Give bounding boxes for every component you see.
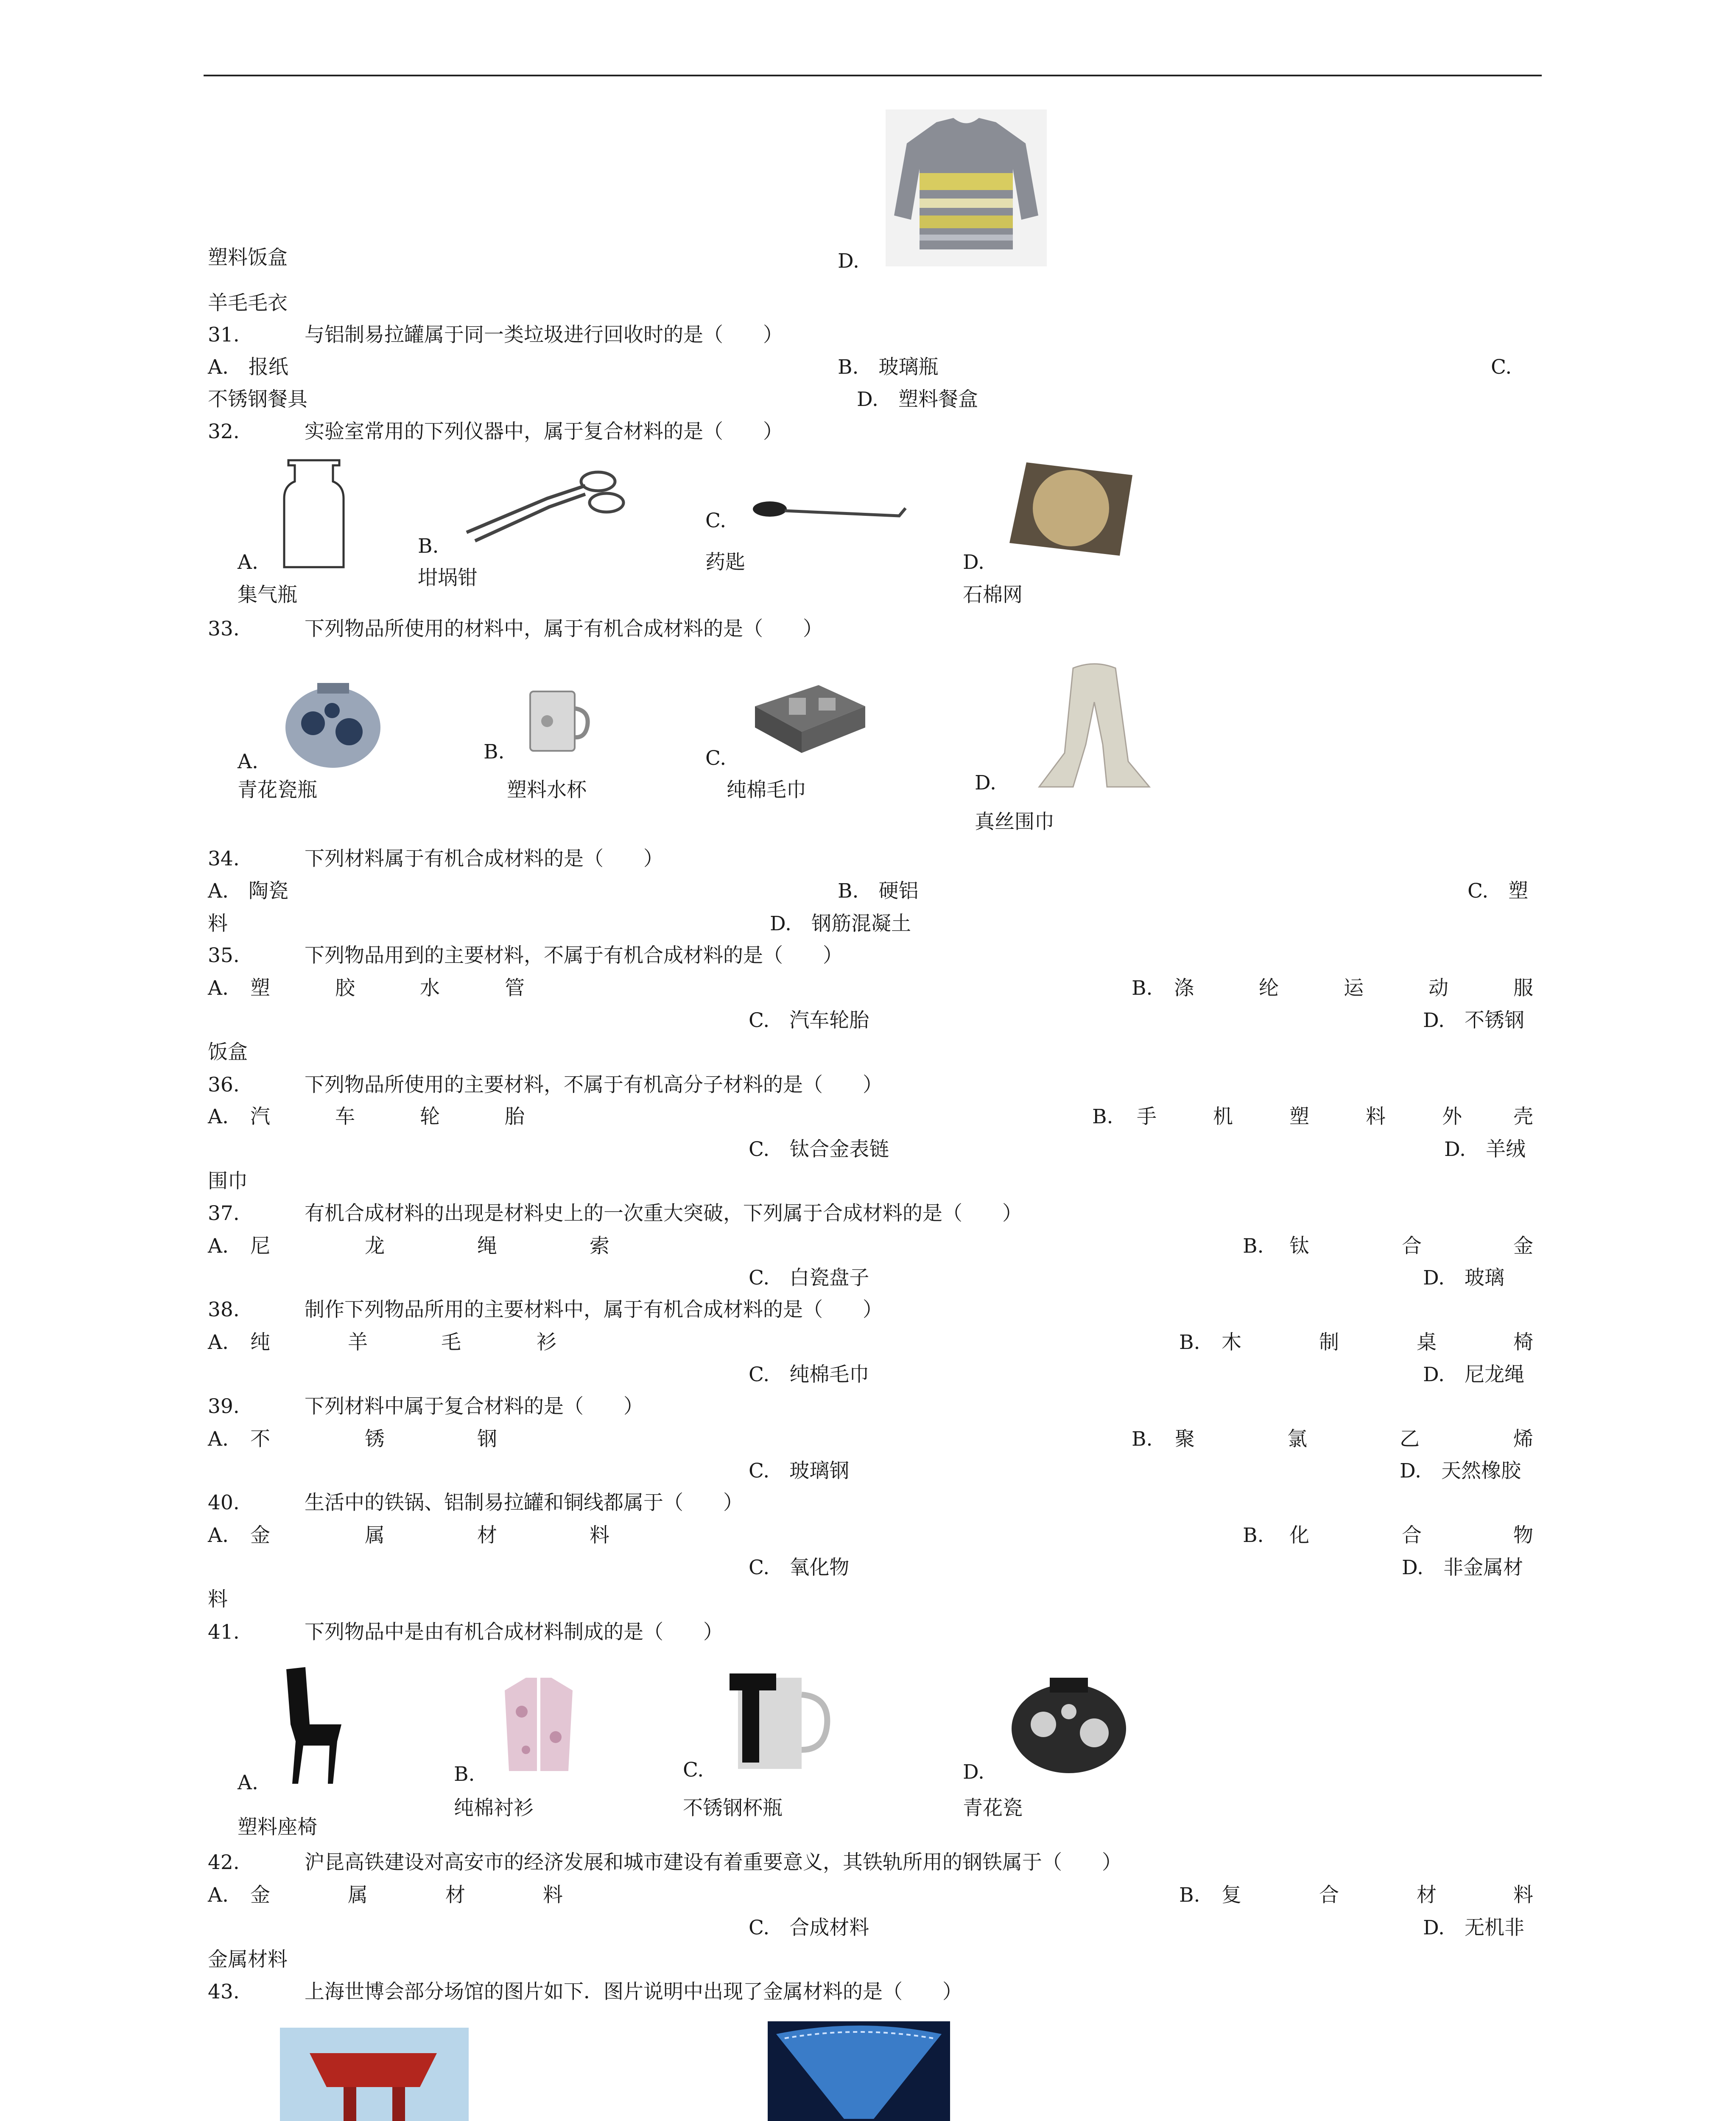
q31-number: 31. bbox=[208, 323, 240, 347]
q32-option-c-label: 药匙 bbox=[705, 551, 745, 574]
q41-option-a-label: 塑料座椅 bbox=[238, 1816, 317, 1839]
q38-option-a: 衫 bbox=[537, 1331, 556, 1354]
q36-option-d-cont: 围巾 bbox=[208, 1170, 248, 1193]
q35-option-a: 塑 bbox=[250, 977, 270, 1000]
q37-option-b: 钛 bbox=[1289, 1234, 1309, 1258]
porcelain-jar-image bbox=[1009, 1673, 1128, 1775]
q39-option-b: 聚 bbox=[1175, 1427, 1195, 1451]
q37-option-a: 绳 bbox=[477, 1234, 497, 1258]
q35-option-d-cont: 饭盒 bbox=[208, 1041, 248, 1064]
q34-option-c-cont: 料 bbox=[208, 912, 228, 935]
q35-number: 35. bbox=[208, 944, 240, 967]
q42-option-d: D. 无机非 bbox=[1423, 1916, 1524, 1939]
q42-stem: 沪昆高铁建设对高安市的经济发展和城市建设有着重要意义，其铁轨所用的钢铁属于（ ） bbox=[305, 1851, 1122, 1874]
sun-valley-image bbox=[768, 2021, 950, 2121]
cotton-shirt-image bbox=[500, 1673, 577, 1780]
asbestos-gauze-image bbox=[1009, 458, 1132, 556]
q42-option-b: 合 bbox=[1319, 1883, 1339, 1907]
q40-option-b: B. bbox=[1243, 1524, 1264, 1547]
q34-option-d: D. 钢筋混凝土 bbox=[770, 912, 911, 935]
q41-stem: 下列物品中是由有机合成材料制成的是（ ） bbox=[305, 1620, 723, 1644]
q37-option-b: 合 bbox=[1402, 1234, 1422, 1258]
q38-option-b: B. bbox=[1179, 1331, 1200, 1354]
q35-option-b: 动 bbox=[1428, 977, 1448, 1000]
q38-option-a: A. bbox=[208, 1331, 229, 1354]
q32-option-d-label: 石棉网 bbox=[963, 583, 1023, 607]
q40-option-b: 合 bbox=[1402, 1524, 1422, 1547]
top-option-left: 塑料饭盒 bbox=[208, 246, 288, 269]
q36-option-b: 外 bbox=[1442, 1105, 1462, 1128]
q43-number: 43. bbox=[208, 1980, 240, 2003]
q38-option-b: 木 bbox=[1222, 1331, 1241, 1354]
q31-stem: 与铝制易拉罐属于同一类垃圾进行回收时的是（ ） bbox=[305, 323, 783, 347]
q40-stem: 生活中的铁锅、铝制易拉罐和铜线都属于（ ） bbox=[305, 1491, 743, 1514]
q35-option-a: 胶 bbox=[335, 977, 355, 1000]
q36-option-b: 壳 bbox=[1513, 1105, 1533, 1128]
q31-option-c-label: 不锈钢餐具 bbox=[208, 388, 308, 411]
q36-option-a: 汽 bbox=[250, 1105, 270, 1128]
q39-stem: 下列材料中属于复合材料的是（ ） bbox=[305, 1395, 643, 1418]
q32-number: 32. bbox=[208, 420, 240, 443]
header-rule bbox=[204, 75, 1542, 76]
q42-option-a: 金 bbox=[250, 1883, 270, 1907]
q32-option-a-letter: A. bbox=[238, 551, 258, 574]
q32-stem: 实验室常用的下列仪器中，属于复合材料的是（ ） bbox=[305, 420, 783, 443]
q40-option-d: D. 非金属材 bbox=[1402, 1556, 1523, 1579]
q33-option-c-label: 纯棉毛巾 bbox=[727, 778, 806, 802]
q41-option-d-label: 青花瓷 bbox=[963, 1796, 1023, 1820]
q33-option-a-label: 青花瓷瓶 bbox=[238, 778, 317, 802]
q35-option-c: C. 汽车轮胎 bbox=[749, 1009, 869, 1032]
q36-option-b: 塑 bbox=[1289, 1105, 1309, 1128]
q37-option-d: D. 玻璃 bbox=[1423, 1266, 1504, 1290]
q32-option-b-label: 坩埚钳 bbox=[418, 566, 478, 590]
q31-option-d: D. 塑料餐盒 bbox=[857, 388, 978, 411]
q37-option-c: C. 白瓷盘子 bbox=[749, 1266, 869, 1290]
q34-stem: 下列材料属于有机合成材料的是（ ） bbox=[305, 847, 663, 870]
q33-option-b-letter: B. bbox=[484, 740, 505, 764]
q42-option-a: 属 bbox=[348, 1883, 368, 1907]
q41-option-c-label: 不锈钢杯瓶 bbox=[683, 1796, 783, 1820]
q38-option-b: 椅 bbox=[1513, 1331, 1533, 1354]
q31-option-a: A. 报纸 bbox=[208, 355, 288, 379]
q38-option-a: 毛 bbox=[441, 1331, 461, 1354]
q31-option-b: B. 玻璃瓶 bbox=[838, 355, 939, 379]
q33-stem: 下列物品所使用的材料中，属于有机合成材料的是（ ） bbox=[305, 617, 823, 641]
q36-option-b: 手 bbox=[1137, 1105, 1157, 1128]
q38-number: 38. bbox=[208, 1298, 240, 1321]
wool-sweater-image bbox=[886, 109, 1047, 266]
q42-option-c: C. 合成材料 bbox=[749, 1916, 869, 1939]
q38-option-b: 桌 bbox=[1417, 1331, 1437, 1354]
q42-option-a: A. bbox=[208, 1883, 229, 1907]
q40-number: 40. bbox=[208, 1491, 240, 1514]
q32-option-b-letter: B. bbox=[418, 534, 439, 558]
blue-white-vase-image bbox=[283, 681, 383, 770]
top-option-d-letter: D. bbox=[838, 249, 859, 273]
q39-option-b: 乙 bbox=[1400, 1427, 1420, 1451]
q42-option-a: 料 bbox=[543, 1883, 563, 1907]
q35-option-b: 涤 bbox=[1174, 977, 1194, 1000]
q36-option-b: 料 bbox=[1366, 1105, 1386, 1128]
q34-number: 34. bbox=[208, 847, 240, 870]
q39-option-b: B. bbox=[1132, 1427, 1153, 1451]
q34-option-b: B. 硬铝 bbox=[838, 879, 919, 903]
q39-option-b: 烯 bbox=[1513, 1427, 1533, 1451]
q33-number: 33. bbox=[208, 617, 240, 641]
q38-option-c: C. 纯棉毛巾 bbox=[749, 1363, 869, 1386]
q39-option-b: 氯 bbox=[1287, 1427, 1307, 1451]
q36-option-a: 胎 bbox=[505, 1105, 525, 1128]
top-option-d-label: 羊毛毛衣 bbox=[208, 291, 288, 315]
q37-option-a: 龙 bbox=[365, 1234, 385, 1258]
q38-stem: 制作下列物品所用的主要材料中，属于有机合成材料的是（ ） bbox=[305, 1298, 883, 1321]
plastic-chair-image bbox=[274, 1665, 352, 1786]
crucible-tongs-image bbox=[462, 469, 628, 545]
q36-number: 36. bbox=[208, 1073, 240, 1097]
q36-option-d: D. 羊绒 bbox=[1444, 1138, 1526, 1161]
q36-option-a: 车 bbox=[335, 1105, 355, 1128]
q33-option-b-label: 塑料水杯 bbox=[507, 778, 587, 802]
plastic-cup-image bbox=[526, 687, 592, 755]
q35-option-b: 纶 bbox=[1259, 977, 1279, 1000]
q37-option-a: 尼 bbox=[250, 1234, 270, 1258]
q35-option-d: D. 不锈钢 bbox=[1423, 1009, 1524, 1032]
q39-option-c: C. 玻璃钢 bbox=[749, 1459, 850, 1483]
q35-option-b: 运 bbox=[1344, 977, 1364, 1000]
q37-stem: 有机合成材料的出现是材料史上的一次重大突破，下列属于合成材料的是（ ） bbox=[305, 1202, 1022, 1225]
q33-option-d-letter: D. bbox=[975, 771, 996, 795]
q41-option-c-letter: C. bbox=[683, 1758, 704, 1782]
q32-option-c-letter: C. bbox=[705, 509, 727, 532]
q37-option-b: 金 bbox=[1513, 1234, 1533, 1258]
q37-number: 37. bbox=[208, 1202, 240, 1225]
q41-option-b-label: 纯棉衬衫 bbox=[454, 1796, 534, 1820]
q39-number: 39. bbox=[208, 1395, 240, 1418]
stainless-cup-image bbox=[730, 1673, 833, 1773]
q36-stem: 下列物品所使用的主要材料，不属于有机高分子材料的是（ ） bbox=[305, 1073, 883, 1097]
q35-stem: 下列物品用到的主要材料，不属于有机合成材料的是（ ） bbox=[305, 944, 843, 967]
q42-option-a: 材 bbox=[445, 1883, 465, 1907]
q36-option-a: A. bbox=[208, 1105, 229, 1128]
q41-number: 41. bbox=[208, 1620, 240, 1644]
q33-option-a-letter: A. bbox=[238, 750, 258, 773]
q39-option-d: D. 天然橡胶 bbox=[1400, 1459, 1521, 1483]
q42-option-b: 料 bbox=[1513, 1883, 1533, 1907]
q33-option-c-letter: C. bbox=[705, 747, 727, 770]
q39-option-a: 钢 bbox=[477, 1427, 497, 1451]
q42-number: 42. bbox=[208, 1851, 240, 1874]
q38-option-a: 纯 bbox=[250, 1331, 270, 1354]
q40-option-a: 料 bbox=[590, 1524, 609, 1547]
q34-option-c: C. 塑 bbox=[1468, 879, 1529, 903]
gas-bottle-image bbox=[280, 456, 348, 571]
q43-stem: 上海世博会部分场馆的图片如下．图片说明中出现了金属材料的是（ ） bbox=[305, 1980, 962, 2003]
q37-option-b: B. bbox=[1243, 1234, 1264, 1258]
q38-option-a: 羊 bbox=[348, 1331, 368, 1354]
cotton-towel-image bbox=[751, 681, 867, 757]
q40-option-a: 材 bbox=[477, 1524, 497, 1547]
q35-option-b: 服 bbox=[1513, 977, 1533, 1000]
q37-option-a: 索 bbox=[590, 1234, 609, 1258]
q36-option-a: 轮 bbox=[420, 1105, 440, 1128]
q40-option-c: C. 氧化物 bbox=[749, 1556, 850, 1579]
q34-option-a: A. 陶瓷 bbox=[208, 879, 288, 903]
q42-option-d-cont: 金属材料 bbox=[208, 1948, 288, 1971]
q41-option-a-letter: A. bbox=[238, 1771, 258, 1794]
q33-option-d-label: 真丝围巾 bbox=[975, 810, 1054, 834]
q40-option-d-cont: 料 bbox=[208, 1588, 228, 1611]
q36-option-c: C. 钛合金表链 bbox=[749, 1138, 889, 1161]
q37-option-a: A. bbox=[208, 1234, 229, 1258]
q41-option-d-letter: D. bbox=[963, 1760, 984, 1784]
q41-option-b-letter: B. bbox=[454, 1763, 475, 1786]
q32-option-d-letter: D. bbox=[963, 551, 984, 574]
q36-option-b: 机 bbox=[1213, 1105, 1233, 1128]
q42-option-b: 材 bbox=[1417, 1883, 1437, 1907]
q40-option-b: 化 bbox=[1289, 1524, 1309, 1547]
q38-option-d: D. 尼龙绳 bbox=[1423, 1363, 1524, 1386]
q40-option-a: 属 bbox=[365, 1524, 385, 1547]
q40-option-a: 金 bbox=[250, 1524, 270, 1547]
q35-option-a: A. bbox=[208, 977, 229, 1000]
q31-option-c-letter: C. bbox=[1491, 355, 1512, 379]
q40-option-a: A. bbox=[208, 1524, 229, 1547]
spatula-image bbox=[751, 496, 912, 530]
q35-option-a: 水 bbox=[420, 977, 440, 1000]
q42-option-b: B. bbox=[1179, 1883, 1200, 1907]
q36-option-b: B. bbox=[1092, 1105, 1113, 1128]
q42-option-b: 复 bbox=[1222, 1883, 1241, 1907]
q40-option-b: 物 bbox=[1513, 1524, 1533, 1547]
q38-option-b: 制 bbox=[1319, 1331, 1339, 1354]
q39-option-a: 不 bbox=[250, 1427, 270, 1451]
q35-option-b: B. bbox=[1132, 977, 1153, 1000]
q39-option-a: 锈 bbox=[365, 1427, 385, 1451]
q35-option-a: 管 bbox=[505, 977, 525, 1000]
q32-option-a-label: 集气瓶 bbox=[238, 583, 297, 607]
q39-option-a: A. bbox=[208, 1427, 229, 1451]
silk-scarf-image bbox=[1022, 660, 1171, 795]
china-pavilion-image bbox=[280, 2028, 469, 2121]
